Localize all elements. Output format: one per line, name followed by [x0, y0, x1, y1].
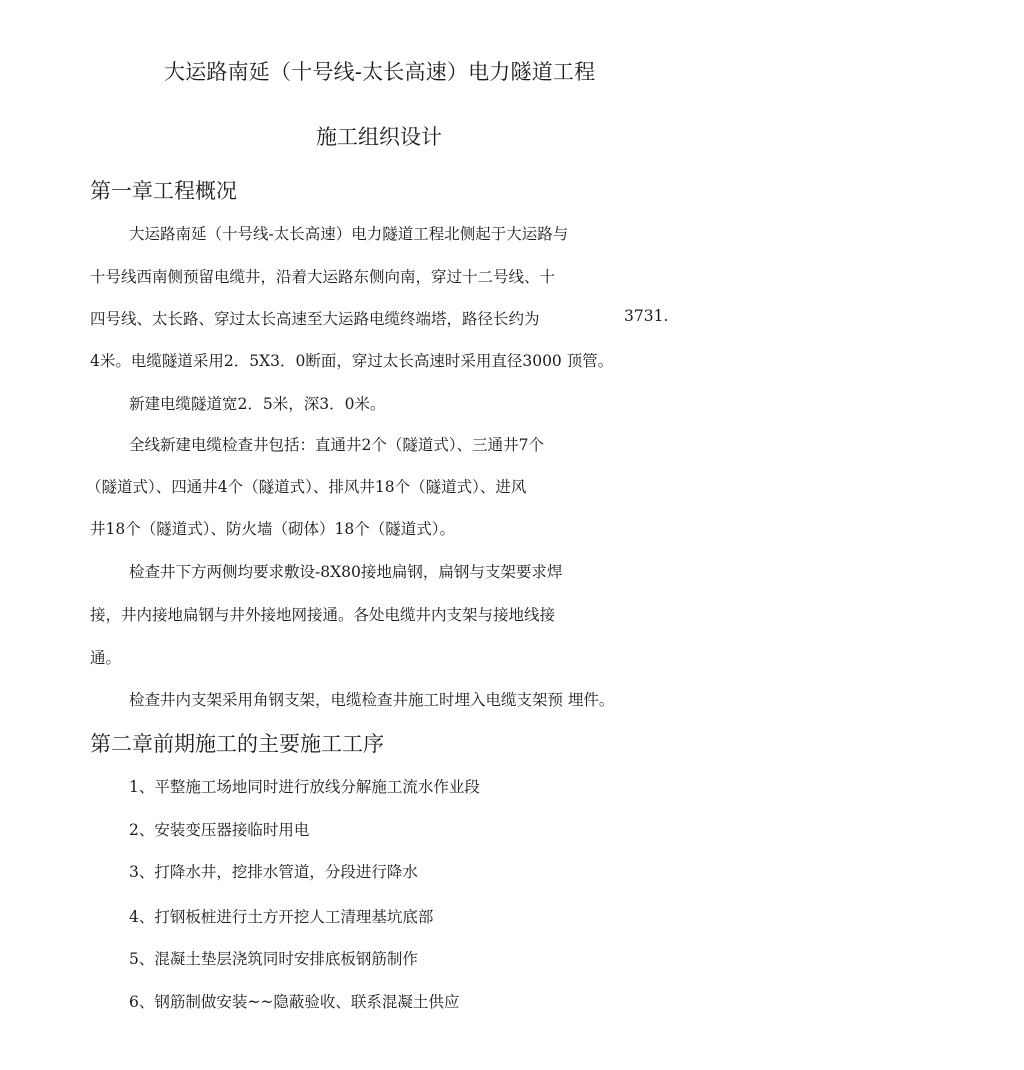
document-subtitle: 施工组织设计: [316, 125, 442, 149]
paragraph-line-tail: 3731.: [624, 307, 669, 325]
list-item: 6、钢筋制做安装~~隐蔽验收、联系混凝土供应: [129, 993, 460, 1011]
list-item: 4、打钢板桩进行土方开挖人工清理基坑底部: [129, 908, 434, 926]
paragraph-line: （隧道式）、四通井4个（隧道式）、排风井18个（隧道式）、进风: [86, 478, 527, 496]
paragraph-line: 大运路南延（十号线-太长高速）电力隧道工程北侧起于大运路与: [129, 225, 569, 243]
paragraph-line: 十号线西南侧预留电缆井，沿着大运路东侧向南，穿过十二号线、十: [90, 268, 556, 286]
chapter2-heading: 第二章前期施工的主要施工工序: [90, 732, 384, 756]
paragraph-line: 通。: [90, 649, 122, 667]
list-item: 2、安装变压器接临时用电: [129, 821, 310, 839]
paragraph-line: 四号线、太长路、穿过太长高速至大运路电缆终端塔，路径长约为: [90, 310, 540, 328]
paragraph-line: 井18个（隧道式）、防火墙（砌体）18个（隧道式）。: [90, 520, 455, 538]
list-item: 1、平整施工场地同时进行放线分解施工流水作业段: [129, 778, 480, 796]
paragraph-line: 接，井内接地扁钢与井外接地网接通。各处电缆井内支架与接地线接: [90, 606, 556, 624]
chapter1-heading: 第一章工程概况: [90, 179, 237, 203]
list-item: 5、混凝土垫层浇筑同时安排底板钢筋制作: [129, 950, 418, 968]
paragraph-line: 检查井下方两侧均要求敷设-8X80接地扁钢，扁钢与支架要求焊: [129, 563, 563, 581]
paragraph-line: 检查井内支架采用角钢支架，电缆检查井施工时埋入电缆支架预 埋件。: [129, 691, 615, 709]
paragraph-line: 新建电缆隧道宽2．5米，深3．0米。: [129, 395, 386, 413]
list-item: 3、打降水井，挖排水管道，分段进行降水: [129, 863, 418, 881]
document-title: 大运路南延（十号线-太长高速）电力隧道工程: [164, 60, 596, 84]
paragraph-line: 全线新建电缆检查井包括：直通井2个（隧道式）、三通井7个: [129, 436, 544, 454]
paragraph-line: 4米。电缆隧道采用2．5X3．0断面，穿过太长高速时采用直径3000 顶管。: [90, 352, 614, 370]
